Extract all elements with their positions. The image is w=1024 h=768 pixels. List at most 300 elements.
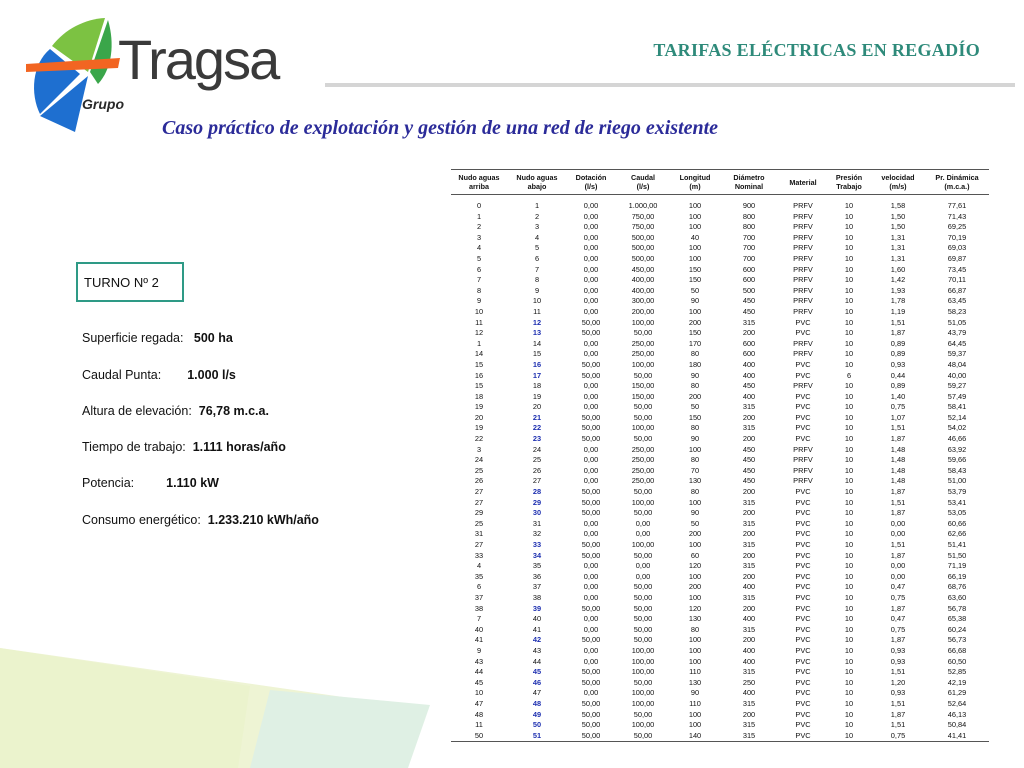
table-cell: 90 (690, 688, 700, 698)
table-cell: 100,00 (631, 497, 655, 507)
table-cell: 30 (532, 508, 542, 518)
table-cell: 69,87 (947, 253, 967, 263)
table-cell: 50,00 (581, 635, 601, 645)
table-cell: 16 (474, 370, 484, 380)
table-cell: 250,00 (631, 338, 655, 348)
table-cell: PVC (795, 423, 811, 433)
table-row (451, 540, 989, 551)
table-header-row (451, 170, 989, 195)
table-cell: PRFV (793, 243, 813, 253)
table-cell: PVC (795, 540, 811, 549)
table-cell: 0,00 (583, 476, 599, 486)
table-cell: 1,87 (890, 508, 906, 518)
table-cell: 50,00 (581, 370, 601, 380)
table-cell: 10 (474, 306, 484, 316)
info-label: Potencia: (82, 476, 135, 490)
table-cell: 315 (742, 698, 756, 708)
table-cell: 24 (532, 444, 542, 454)
table-cell: 10 (844, 412, 854, 422)
table-cell: PVC (795, 667, 811, 677)
table-cell: 450 (742, 465, 756, 475)
table-cell: 3 (534, 222, 540, 232)
table-cell: 50,00 (615, 731, 671, 742)
table-cell: 315 (742, 592, 756, 602)
table-cell: 0,00 (635, 561, 651, 571)
table-cell: 10 (844, 296, 854, 306)
table-cell: 0,47 (890, 582, 906, 592)
table-row (451, 529, 989, 540)
table-cell: 0,93 (890, 359, 906, 369)
table-cell: 600 (742, 275, 756, 285)
table-cell: 300,00 (631, 296, 655, 306)
table-cell: 50 (690, 518, 700, 528)
table-cell: 100,00 (631, 645, 655, 655)
table-cell: PRFV (793, 201, 813, 210)
table-cell: 0,00 (635, 529, 651, 539)
table-cell: 315 (742, 561, 756, 571)
table-cell: 10 (844, 201, 854, 210)
table-cell: 69,25 (947, 222, 967, 232)
header-line-1: Nudo aguas (458, 173, 500, 182)
table-cell: 60,50 (947, 656, 967, 666)
table-cell: PRFV (793, 253, 813, 263)
table-header-cell (827, 170, 871, 195)
table-cell: PVC (795, 645, 811, 655)
table-cell: 400 (742, 688, 756, 698)
table-cell: 58,23 (947, 306, 967, 316)
table-cell: 10 (844, 709, 854, 719)
table-row (451, 678, 989, 689)
table-cell: 180 (688, 359, 702, 369)
table-cell: 500 (742, 285, 756, 295)
table-cell: 50,00 (633, 434, 653, 444)
table-cell: 10 (844, 434, 854, 444)
table-cell: 12 (474, 328, 484, 338)
table-cell: 50,00 (581, 317, 601, 327)
table-cell: 1,31 (890, 253, 906, 263)
table-cell: 1.000,00 (628, 201, 658, 210)
table-cell: 10 (844, 603, 854, 613)
table-cell: 10 (844, 688, 854, 698)
table-cell: 10 (844, 349, 854, 359)
table-cell: 80 (690, 487, 700, 497)
table-cell: 200 (742, 508, 756, 518)
table-cell: 50 (532, 720, 542, 730)
table-cell: 50,00 (581, 550, 601, 560)
table-cell: 50,00 (581, 540, 601, 549)
table-cell: PVC (795, 603, 811, 613)
table-cell: 0,00 (583, 243, 599, 253)
table-cell: 10 (844, 391, 854, 401)
info-superficie (82, 331, 233, 345)
table-cell: 2 (534, 211, 540, 221)
table-row (451, 349, 989, 360)
table-cell: 200 (742, 571, 756, 581)
table-cell: 1,51 (890, 698, 906, 708)
table-cell: 5 (534, 243, 540, 253)
table-cell: 4 (534, 232, 540, 242)
table-cell: 130 (688, 476, 702, 486)
table-row (451, 604, 989, 615)
table-cell: 0,89 (890, 338, 906, 348)
table-cell: 11 (475, 720, 483, 730)
table-cell: 450 (742, 476, 756, 486)
table-cell: 315 (742, 624, 756, 634)
info-label: Consumo energético: (82, 513, 201, 527)
table-cell: 10 (844, 720, 854, 730)
table-cell: 35 (532, 561, 542, 571)
table-cell: 200 (742, 529, 756, 539)
table-cell: 71,19 (947, 561, 967, 571)
table-row (451, 657, 989, 668)
table-cell: 0,00 (583, 285, 599, 295)
table-row (451, 339, 989, 350)
table-row (451, 296, 989, 307)
table-cell: 150,00 (631, 391, 655, 401)
table-header-cell (507, 170, 567, 195)
table-cell: 48 (474, 709, 484, 719)
table-cell: 10 (474, 688, 484, 698)
table-cell: 100,00 (631, 698, 655, 708)
table-cell: PRFV (793, 296, 813, 306)
table-cell: 50,00 (633, 614, 653, 624)
table-cell: 51,41 (947, 540, 967, 549)
table-cell: 8 (476, 285, 482, 295)
table-cell: 15 (474, 359, 484, 369)
table-cell: 26 (532, 465, 542, 475)
table-cell: 46,66 (947, 434, 967, 444)
table-cell: 6 (476, 264, 482, 274)
table-cell: 120 (688, 603, 702, 613)
table-cell: 100 (688, 709, 702, 719)
table-cell: 33 (532, 540, 542, 549)
info-label: Superficie regada: (82, 331, 184, 345)
table-cell: 100,00 (631, 359, 655, 369)
table-cell: 0,00 (583, 455, 599, 465)
header-line-2: (m/s) (889, 182, 907, 191)
table-cell: 50,00 (633, 370, 653, 380)
table-cell: 0,00 (890, 529, 906, 539)
table-row (451, 593, 989, 604)
table-cell: 45 (474, 677, 484, 687)
brand-group-label: Grupo (82, 96, 124, 112)
table-cell: 150,00 (631, 381, 655, 391)
table-cell: 46 (532, 677, 542, 687)
table-cell: 200 (742, 709, 756, 719)
table-cell: 700 (742, 253, 756, 263)
table-cell: 50,00 (633, 603, 653, 613)
table-cell: 140 (671, 731, 719, 742)
header-line-2: abajo (527, 182, 547, 191)
table-cell: 1,51 (890, 497, 906, 507)
table-cell: 10 (844, 359, 854, 369)
table-cell: 450 (742, 381, 756, 391)
table-cell: 41,41 (925, 731, 989, 742)
table-cell: 100 (688, 211, 702, 221)
table-cell: 0,47 (890, 614, 906, 624)
table-cell: 53,05 (947, 508, 967, 518)
table-header-cell (925, 170, 989, 195)
info-value: 1.000 l/s (187, 368, 236, 382)
table-cell: 10 (844, 381, 854, 391)
table-cell: 50,00 (581, 677, 601, 687)
table-cell: 10 (844, 444, 854, 454)
table-cell: 10 (844, 592, 854, 602)
table-header-cell (567, 170, 615, 195)
table-header-cell (779, 170, 827, 195)
header-line-2: (l/s) (636, 182, 650, 191)
table-cell: 17 (532, 370, 542, 380)
table-cell: 80 (690, 381, 700, 391)
table-cell: 1,48 (890, 444, 906, 454)
table-cell: 200 (742, 434, 756, 444)
info-caudal-punta (82, 368, 236, 382)
table-cell: 51 (507, 731, 567, 742)
table-row (451, 667, 989, 678)
table-cell: 26 (474, 476, 484, 486)
table-cell: 1,31 (890, 232, 906, 242)
table-cell: 37 (474, 592, 484, 602)
table-cell: 50,00 (581, 709, 601, 719)
table-header-cell (719, 170, 779, 195)
table-cell: 500,00 (631, 253, 655, 263)
table-cell: 14 (532, 338, 542, 348)
table-cell: 50,00 (581, 412, 601, 422)
table-cell: 1,07 (890, 412, 906, 422)
table-cell: 50,00 (581, 497, 601, 507)
table-cell: 600 (742, 338, 756, 348)
table-cell: 4 (476, 561, 482, 571)
table-cell: 200 (742, 412, 756, 422)
table-cell: 400 (742, 614, 756, 624)
table-row (451, 646, 989, 657)
table-cell: 50,00 (633, 487, 653, 497)
table-cell: PVC (795, 688, 811, 698)
table-cell: 50,00 (633, 328, 653, 338)
table-cell: 10 (844, 476, 854, 486)
table-cell: 90 (690, 370, 700, 380)
table-cell: 100 (688, 592, 702, 602)
table-cell: 43,79 (947, 328, 967, 338)
table-cell: 100,00 (631, 720, 655, 730)
header-divider (325, 83, 1015, 87)
table-row (451, 731, 989, 742)
table-cell: 0,00 (635, 571, 651, 581)
table-cell: 33 (474, 550, 484, 560)
table-cell: 0 (476, 201, 482, 210)
table-cell: 43 (474, 656, 484, 666)
table-cell: 1,87 (890, 434, 906, 444)
table-cell: 32 (532, 529, 542, 539)
table-cell: 44 (532, 656, 542, 666)
table-cell: 10 (844, 487, 854, 497)
table-cell: 250 (742, 677, 756, 687)
table-cell: 25 (474, 518, 484, 528)
table-row (451, 699, 989, 710)
turno-box: TURNO Nº 2 (76, 262, 184, 302)
table-cell: 56,78 (947, 603, 967, 613)
table-cell: PVC (779, 731, 827, 742)
table-cell: 100 (688, 571, 702, 581)
table-cell: 50,00 (633, 508, 653, 518)
table-cell: 10 (844, 529, 854, 539)
table-cell: 66,87 (947, 285, 967, 295)
table-cell: 0,00 (583, 614, 599, 624)
table-body (451, 195, 989, 742)
table-cell: 100,00 (631, 540, 655, 549)
header-line-1: Presión (835, 173, 863, 182)
table-cell: 7 (476, 275, 482, 285)
table-cell: 40 (532, 614, 542, 624)
table-cell: 1,51 (890, 540, 906, 549)
table-row (451, 688, 989, 699)
table-cell: 315 (742, 317, 756, 327)
table-cell: 10 (844, 614, 854, 624)
table-cell: 0,93 (890, 688, 906, 698)
table-cell: 100 (688, 656, 702, 666)
table-cell: 9 (476, 645, 482, 655)
table-row (451, 455, 989, 466)
table-row (451, 243, 989, 254)
table-cell: 10 (844, 677, 854, 687)
table-cell: 170 (688, 338, 702, 348)
table-cell: 1,87 (890, 635, 906, 645)
table-row (451, 212, 989, 223)
table-cell: 0,00 (583, 275, 599, 285)
table-cell: 400 (742, 645, 756, 655)
table-cell: 100 (688, 497, 702, 507)
table-row (451, 286, 989, 297)
table-cell: 400 (742, 656, 756, 666)
table-cell: 100 (688, 253, 702, 263)
table-cell: 200 (688, 317, 702, 327)
table-cell: 50,84 (947, 720, 967, 730)
table-cell: 750,00 (631, 222, 655, 232)
table-cell: 0,00 (583, 444, 599, 454)
table-cell: 40,00 (947, 370, 967, 380)
table-cell: 50,00 (581, 698, 601, 708)
table-cell: 62,66 (947, 529, 967, 539)
info-potencia (82, 476, 219, 490)
table-cell: 100 (688, 201, 702, 210)
table-cell: 10 (844, 635, 854, 645)
table-cell: 0,00 (635, 518, 651, 528)
table-cell: 1,20 (890, 677, 906, 687)
table-cell: 0,00 (583, 391, 599, 401)
table-row (451, 561, 989, 572)
table-cell: 10 (844, 402, 854, 412)
table-cell: 18 (532, 381, 542, 391)
table-cell: 130 (688, 677, 702, 687)
table-cell: 9 (534, 285, 540, 295)
table-cell: 10 (844, 275, 854, 285)
table-cell: 70,19 (947, 232, 967, 242)
table-cell: 58,41 (947, 402, 967, 412)
table-row (451, 635, 989, 646)
table-cell: 450 (742, 296, 756, 306)
table-cell: 110 (689, 698, 701, 708)
table-cell: 16 (532, 359, 542, 369)
table-cell: 315 (742, 497, 756, 507)
table-cell: 0,00 (583, 624, 599, 634)
table-cell: 90 (690, 434, 700, 444)
table-cell: 50 (451, 731, 507, 742)
table-cell: 0,00 (583, 688, 599, 698)
table-cell: 100 (688, 222, 702, 232)
table-row (451, 265, 989, 276)
table-cell: 22 (532, 423, 542, 433)
header-line-1: Caudal (631, 173, 655, 182)
table-cell: 100,00 (631, 656, 655, 666)
table-cell: 0,93 (890, 656, 906, 666)
table-cell: 10 (844, 667, 854, 677)
table-cell: 0,00 (583, 592, 599, 602)
table-cell: 0,00 (583, 349, 599, 359)
table-row (451, 201, 989, 212)
table-cell: 50,00 (581, 359, 601, 369)
table-cell: PRFV (793, 285, 813, 295)
table-cell: 41 (532, 624, 542, 634)
table-cell: PRFV (793, 349, 813, 359)
info-altura (82, 404, 269, 418)
table-cell: 0,00 (890, 518, 906, 528)
table-cell: 31 (474, 529, 484, 539)
table-cell: 27 (532, 476, 542, 486)
table-cell: 90 (690, 508, 700, 518)
table-cell: 40 (474, 624, 484, 634)
table-cell: 1,51 (890, 423, 906, 433)
info-value: 500 ha (193, 331, 233, 345)
table-cell: 1,78 (890, 296, 906, 306)
table-cell: PVC (795, 328, 811, 338)
table-cell: 6 (846, 370, 852, 380)
table-cell: 1,40 (890, 391, 906, 401)
table-cell: 1,93 (890, 285, 906, 295)
header-line-2: Trabajo (836, 182, 862, 191)
table-cell: 9 (476, 296, 482, 306)
table-cell: 1 (476, 211, 482, 221)
table-cell: 50,00 (633, 677, 653, 687)
header-line-2: (l/s) (584, 182, 598, 191)
table-cell: PRFV (793, 264, 813, 274)
table-cell: 27 (474, 497, 484, 507)
table-cell: 1,87 (890, 328, 906, 338)
table-cell: 50,00 (633, 550, 653, 560)
table-cell: 66,68 (947, 645, 967, 655)
table-cell: 14 (474, 349, 484, 359)
table-cell: 51,00 (947, 476, 967, 486)
table-cell: PVC (795, 487, 811, 497)
table-cell: 3 (476, 232, 482, 242)
table-cell: 1 (476, 338, 482, 348)
table-cell: 50,00 (581, 720, 601, 730)
table-cell: PRFV (793, 211, 813, 221)
table-cell: 315 (742, 540, 756, 549)
table-cell: 71,43 (947, 211, 967, 221)
table-cell: 22 (474, 434, 484, 444)
table-cell: 0,00 (583, 518, 599, 528)
table-cell: 50,00 (581, 434, 601, 444)
info-consumo (82, 513, 319, 527)
table-cell: 59,27 (947, 381, 967, 391)
table-cell: 315 (742, 402, 756, 412)
table-cell: 1,87 (890, 550, 906, 560)
table-cell: 20 (474, 412, 484, 422)
table-row (451, 445, 989, 456)
table-cell: 59,66 (947, 455, 967, 465)
table-row (451, 508, 989, 519)
table-row (451, 498, 989, 509)
